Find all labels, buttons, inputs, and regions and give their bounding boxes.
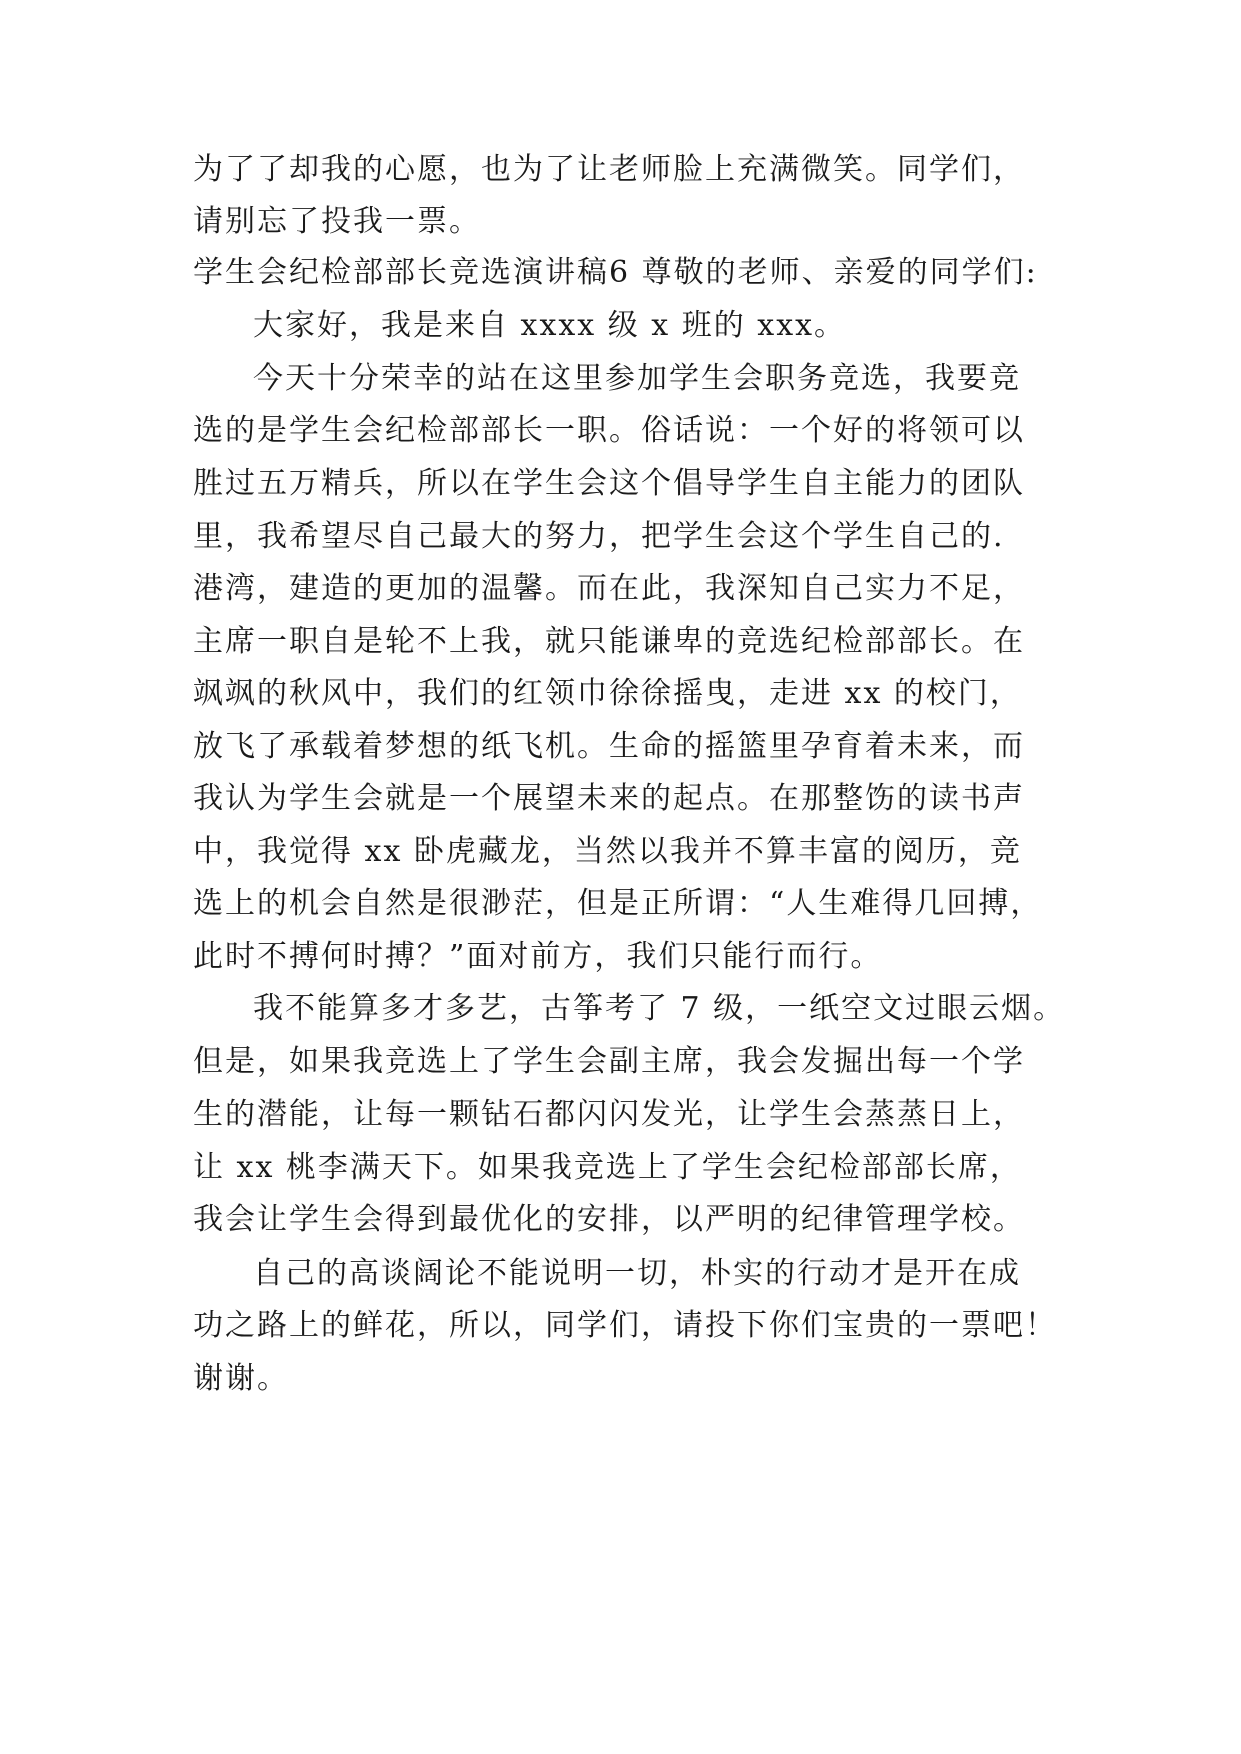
text-line: 港湾，建造的更加的温馨。而在此，我深知自己实力不足， — [193, 571, 1025, 606]
text-line: 但是，如果我竞选上了学生会副主席，我会发掘出每一个学 — [193, 1044, 1025, 1079]
text-line: 放飞了承载着梦想的纸飞机。生命的摇篮里孕育着未来，而 — [193, 729, 1025, 764]
text-line: 选上的机会自然是很渺茫，但是正所谓：“人生难得几回搏， — [193, 886, 1043, 921]
text-line: 飒飒的秋风中，我们的红领巾徐徐摇曳，走进 xx 的校门， — [193, 676, 1022, 711]
text-line: 为了了却我的心愿，也为了让老师脸上充满微笑。同学们， — [193, 152, 1025, 187]
text-line: 里，我希望尽自己最大的努力，把学生会这个学生自己的. — [193, 519, 1005, 554]
text-line: 选的是学生会纪检部部长一职。俗话说：一个好的将领可以 — [193, 413, 1025, 448]
text-line: 胜过五万精兵，所以在学生会这个倡导学生自主能力的团队 — [193, 466, 1025, 501]
text-line: 我不能算多才多艺，古筝考了 7 级，一纸空文过眼云烟。 — [253, 991, 1066, 1026]
text-line: 谢谢。 — [193, 1361, 289, 1396]
text-line: 请别忘了投我一票。 — [193, 204, 481, 239]
text-line: 自己的高谈阔论不能说明一切，朴实的行动才是开在成 — [253, 1256, 1021, 1291]
text-line: 我会让学生会得到最优化的安排，以严明的纪律管理学校。 — [193, 1202, 1025, 1237]
text-line: 今天十分荣幸的站在这里参加学生会职务竞选，我要竞 — [253, 361, 1021, 396]
text-line: 此时不搏何时搏？”面对前方，我们只能行而行。 — [193, 939, 883, 974]
text-line: 让 xx 桃李满天下。如果我竞选上了学生会纪检部部长席， — [193, 1150, 1022, 1185]
text-line: 功之路上的鲜花，所以，同学们，请投下你们宝贵的一票吧！ — [193, 1308, 1057, 1343]
text-line: 主席一职自是轮不上我，就只能谦卑的竞选纪检部部长。在 — [193, 624, 1025, 659]
text-line: 大家好，我是来自 xxxx 级 x 班的 xxx。 — [253, 308, 847, 343]
text-line: 生的潜能，让每一颗钻石都闪闪发光，让学生会蒸蒸日上， — [193, 1097, 1025, 1132]
section-heading: 学生会纪检部部长竞选演讲稿6 尊敬的老师、亲爱的同学们: — [193, 255, 1038, 290]
text-line: 我认为学生会就是一个展望未来的起点。在那整饬的读书声 — [193, 781, 1025, 816]
text-line: 中，我觉得 xx 卧虎藏龙，当然以我并不算丰富的阅历，竞 — [193, 834, 1022, 869]
